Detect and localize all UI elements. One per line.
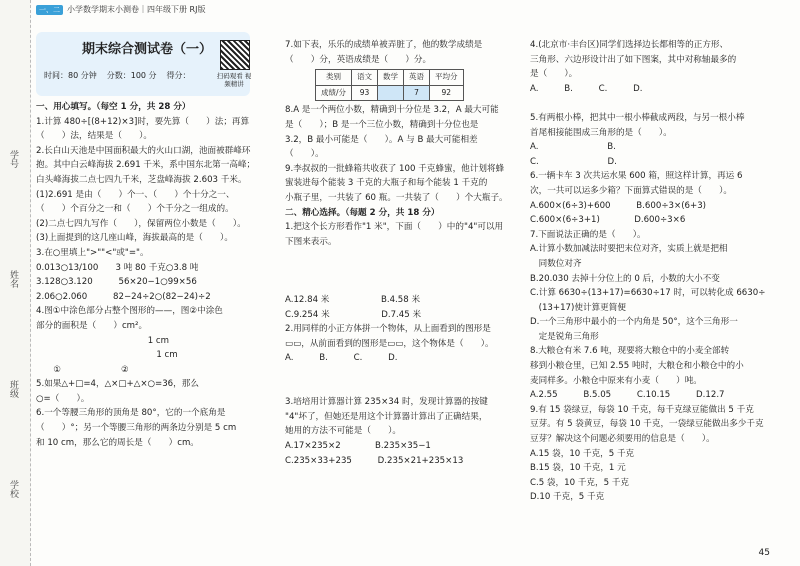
question-line: 蜜装进每个能装 3 千克的大瓶子和每个能装 1 千克的 [285, 178, 488, 189]
question-line: A.17×235×2 B.235×35−1 [285, 441, 431, 452]
question-line: C. D. [530, 156, 617, 167]
question-line: (3)上面提到的这几座山峰，海拔最高的是（ ）。 [36, 233, 233, 244]
question-line: 2.06○2.060 82−24÷2○(82−24)÷2 [36, 291, 211, 302]
question-line [285, 264, 521, 279]
question-line: ▭▭，从前面看到的图形是▭▭，这个物体是（ ）。 [285, 338, 494, 349]
question-line: B.15 袋，10 千克，1 元 [530, 463, 626, 474]
question-line: A.600×(6÷3)+600 B.600÷3×(6+3) [530, 200, 707, 211]
question-line: 4.图①中涂色部分占整个图形的——，图②中涂色 [36, 306, 223, 317]
question-line: C.9.254 米 D.7.45 米 [285, 309, 422, 320]
question-line: C.计算 6630÷(13+17)=6630÷17 时，可以转化成 6630÷ [530, 288, 766, 299]
question-line: 3.在○里填上">""<"或"="。 [36, 247, 149, 258]
binding-label: 姓名 [8, 270, 18, 288]
column-middle [285, 38, 521, 468]
question-line: （ ）法，结果是（ ）。 [36, 131, 153, 142]
question-line: C.5 袋，10 千克，5 千克 [530, 477, 629, 488]
question-line: 2.用同样的小正方体拼一个物体，从上面看到的图形是 [285, 324, 491, 335]
question-line: 首尾相接能围成三角形的是（ ）。 [530, 127, 672, 138]
question-line: 8.A 是一个两位小数，精确到十分位是 3.2，A 最大可能 [285, 105, 499, 116]
question-line: 5.如果△+□=4，△×□+△×○=36，那么 [36, 379, 199, 390]
question-line: 8.大粮仓有米 7.6 吨，现要将大粮仓中的小麦全部转 [530, 346, 730, 357]
question-line: 7.如下表，乐乐的成绩单被弄脏了，他的数学成绩是 [285, 40, 483, 50]
question-line: (2)二点七四九写作（ ），保留两位小数是（ ）。 [36, 218, 246, 229]
qr-caption: 扫码观看 视频精讲 [216, 72, 252, 88]
binding-strip [0, 0, 31, 566]
table-cell: 成绩/分 [316, 85, 352, 101]
question-line: 和 10 cm，那么它的周长是（ ）cm。 [36, 437, 199, 448]
question-line: 1 cm [36, 335, 170, 346]
score-table [315, 69, 464, 101]
question-line: 9.有 15 袋绿豆，每袋 10 千克，每千克绿豆能做出 5 千克 [530, 404, 754, 415]
question-line: 4.(北京市·丰台区)同学们选择边长都相等的正方形、 [530, 40, 729, 50]
page-number: 45 [758, 548, 770, 558]
table-cell: 语文 [352, 70, 378, 86]
table-cell: 7 [404, 85, 430, 101]
question-line: （ ）。 [285, 149, 324, 160]
question-line: 白头峰海拔二点七四九千米，芝盘峰海拔 2.603 千米。 [36, 174, 247, 185]
question-line: 9.李叔叔的一批蜂箱共收获了 100 千克蜂蜜，他计划将蜂 [285, 163, 505, 174]
question-line: 同数位对齐 [530, 258, 582, 269]
question-line: B.20.030 去掉十分位上的 0 后，小数的大小不变 [530, 273, 720, 284]
table-cell [378, 85, 404, 101]
question-line: 3.2，B 最小可能是（ ）。A 与 B 最大可能相差 [285, 134, 478, 145]
question-line: 下图来表示。 [285, 236, 337, 247]
table-cell: 英语 [404, 70, 430, 86]
table-cell: 数学 [378, 70, 404, 86]
score-label: 分数：100 分 [106, 71, 157, 80]
question-line: A.计算小数加减法时要把末位对齐，实质上就是把相 [530, 244, 728, 255]
question-line: 移到小粮仓里，已知 2.55 吨时，大粮仓和小粮仓中的小 [530, 361, 744, 372]
question-line [285, 279, 521, 294]
question-line: A. B. [530, 142, 616, 153]
question-line: 7.下面说法正确的是（ ）。 [530, 229, 646, 240]
question-line: 豆芽。有 5 袋黄豆，每袋 10 千克，一袋绿豆能做出多少千克 [530, 419, 764, 430]
question-line: （ ）°；另一个等腰三角形的两条边分别是 5 cm [36, 423, 237, 434]
question-line [285, 366, 521, 381]
question-line: 6.一辆卡车 3 次共运水果 600 箱，照这样计算，再运 6 [530, 171, 743, 182]
qr-code-icon[interactable] [220, 40, 250, 70]
question-line: 0.013○13/100 3 吨 80 千克○3.8 吨 [36, 262, 199, 273]
question-line: 3.培培用计算器计算 235×34 时，发现计算器的按键 [285, 397, 488, 408]
question-line: 5.有两根小棒，把其中一根小棒截成两段，与另一根小棒 [530, 112, 745, 123]
question-line: 1 cm [36, 350, 178, 361]
question-line: 一、用心填写。（每空 1 分，共 28 分） [36, 102, 191, 112]
question-line: 定是锐角三角形 [530, 331, 599, 342]
question-line: 部分的面积是（ ）cm²。 [36, 320, 148, 331]
table-cell: 92 [430, 85, 464, 101]
table-cell: 类别 [316, 70, 352, 86]
question-line: C.235×33+235 D.235×21+235×13 [285, 455, 464, 466]
column-left [36, 100, 274, 450]
question-line: 小瓶子里，一共装了 60 瓶。一共装了（ ）个大瓶子。 [285, 192, 508, 203]
question-line: A.15 袋，10 千克，5 千克 [530, 448, 635, 459]
question-line: 她用的方法不可能是（ ）。 [285, 426, 402, 437]
question-line: 三角形、六边形设计出了如下图案，其中对称轴最多的 [530, 54, 737, 65]
question-line [530, 96, 776, 111]
question-line: D.一个三角形中最小的一个内角是 50°，这个三角形一 [530, 317, 738, 328]
question-line [285, 249, 521, 264]
question-line: C.600×(6÷3+1) D.600÷3×6 [530, 215, 686, 226]
question-line: A. B. C. D. [530, 83, 643, 94]
question-line: 2.长白山天池是中国面积最大的火山口湖，池面被群峰环 [36, 145, 251, 156]
question-line: "4"坏了，但她还是用这个计算器计算出了正确结果， [285, 411, 488, 422]
question-line: A.12.84 米 B.4.58 米 [285, 295, 421, 306]
header-text: 小学数学期末小测卷｜四年级下册 RJ版 [67, 5, 206, 14]
binding-label: 学号 [8, 150, 18, 168]
question-line: 麦同样多。小粮仓中原来有小麦（ ）吨。 [530, 375, 702, 386]
question-line: D.10 千克，5 千克 [530, 492, 605, 503]
time-label: 时间：80 分钟 [44, 71, 97, 80]
binding-label: 学校 [8, 480, 18, 498]
exam-meta [44, 70, 191, 81]
question-line: ① ② [36, 364, 129, 375]
question-line: 1.计算 480÷[(8+12)×3]时，要先算（ ）法；再算 [36, 116, 250, 127]
table-cell: 93 [352, 85, 378, 101]
question-line: （ ）分，英语成绩是（ ）分。 [285, 54, 432, 65]
question-line: (13+17)使计算更简便 [530, 302, 626, 313]
question-line: 二、精心选择。（每题 2 分，共 18 分） [285, 207, 440, 218]
question-line: 6.一个等腰三角形的顶角是 80°，它的一个底角是 [36, 408, 226, 419]
question-line: 豆芽？解决这个问题必须要用的信息是（ ）。 [530, 434, 715, 445]
page-title: 期末综合测试卷（一） [82, 42, 213, 57]
question-line: 是（ ）。 [530, 69, 578, 80]
question-line: (1)2.691 是由（ ）个一、（ ）个十分之一、 [36, 189, 235, 200]
question-line: 是（ ）；B 是一个三位小数，精确到十分位也是 [285, 119, 479, 130]
question-line: 3.128○3.120 56×20−1○99×56 [36, 277, 197, 288]
question-line: 1.把这个长方形看作"1 米"，下面（ ）中的"4"可以用 [285, 222, 504, 233]
question-line: （ ）个百分之一和（ ）个千分之一组成的。 [36, 204, 234, 215]
table-cell: 平均分 [430, 70, 464, 86]
question-line: 抱。其中白云峰海拔 2.691 千米，系中国东北第一高峰； [36, 160, 256, 171]
question-line: A. B. C. D. [285, 353, 398, 364]
question-line: 次，一共可以运多少箱？下面算式错误的是（ ）。 [530, 185, 732, 196]
header-tag: 一、二 [36, 5, 63, 15]
column-right [530, 38, 776, 505]
question-line: A.2.55 B.5.05 C.10.15 D.12.7 [530, 390, 725, 401]
header-bar [36, 4, 205, 15]
question-line [285, 381, 521, 396]
got-label: 得分： [166, 71, 191, 80]
question-line: ○=（ ）。 [36, 393, 90, 404]
binding-label: 班级 [8, 380, 18, 398]
